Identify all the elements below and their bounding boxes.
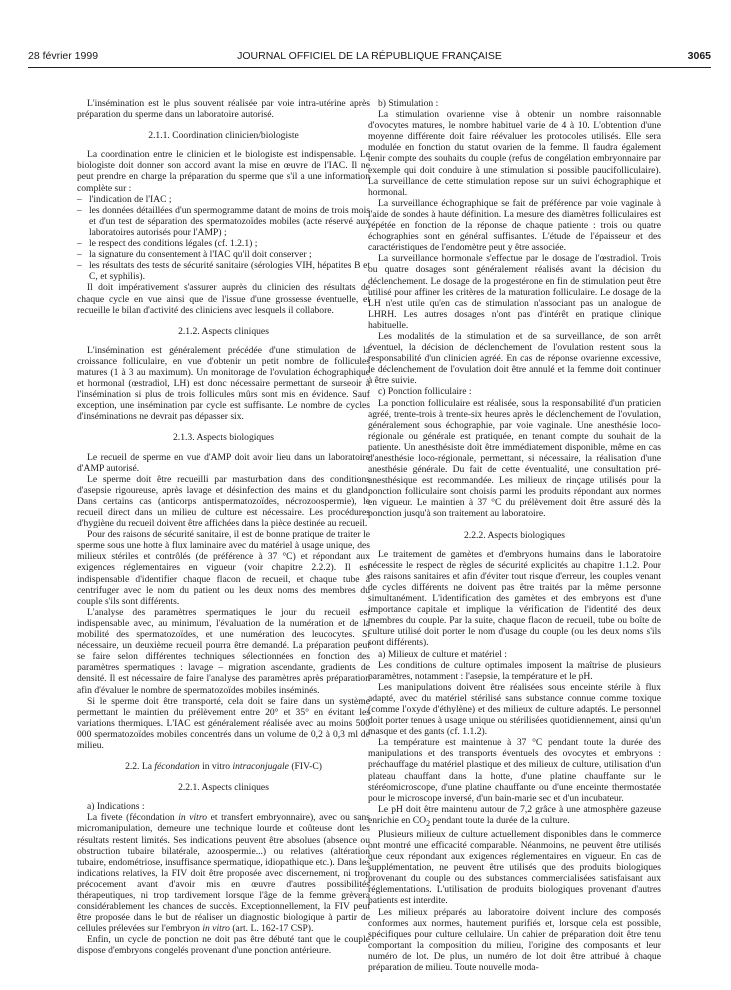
paragraph: Les milieux préparés au laboratoire doivent inclure des composés conformes aux normes, hautement purifiés et, lorsque cela est possible, spécifiques pour culture cellulaire. Un cahier de préparation doit être tenu comportant la composition du milieu, l'origine des composants et leur numéro de lot. De plus, un numéro de lot doit être attribué à chaque préparation de milieu. Toute nouvelle moda- [368,906,661,974]
paragraph: La surveillance hormonale s'effectue par le dosage de l'œstradiol. Trois ou quatre dosages sont généralement réalisés avant la décision du déclenchement. Le dosage de la progestérone en fin de stimulation peut être utilisé pour affiner les critères de la maturation folliculaire. Le dosage de la LH n'est utile qu'en cas de stimulation n'associant pas un analogue de LHRH. Les autres dosages n'ont pas d'intérêt en pratique clinique habituelle. [368,253,661,331]
paragraph: La coordination entre le clinicien et le biologiste est indispensable. Le biologiste doit donner son accord avant la mise en œuvre de l'IAC. Il ne peut prendre en charge la préparation du sperme que s'il a une information complète sur : [77,149,370,194]
header-rule [28,67,711,68]
section-heading: 2.2.1. Aspects cliniques [178,782,269,794]
list-item: – l'indication de l'IAC ; [77,193,172,205]
requirements-list [77,194,370,283]
paragraph: Le traitement de gamètes et d'embryons humains dans le laboratoire nécessite le respect de règles de sécurité explicités au chapitre 1.1.2. Pour des raisons sanitaires et afin d'éviter tout risque d'erreur, les couples venant de cycles différents ne doivent pas être traités par la même personne simultanément. L'identification des gamètes et des embryons est d'une importance capitale et implique la vérification de l'identité des deux membres du couple. Par la suite, chaque flacon de recueil, tube ou boîte de culture utilisé doit porter le nom d'usage du couple (ou les deux noms s'ils sont différents). [368,548,661,649]
paragraph: Les modalités de la stimulation et de sa surveillance, de son arrêt éventuel, la décision de déclenchement de l'ovulation restent sous la responsabilité d'un clinicien agréé. En cas de réponse ovarienne excessive, le déclenchement de l'ovulation doit être annulé et la femme doit continuer à être suivie. [368,330,661,387]
right-column [368,98,661,973]
subheading-indications: a) Indications : [87,801,145,813]
paragraph: La température est maintenue à 37 °C pendant toute la durée des manipulations et des transports éventuels des ovocytes et embryons : préchauffage du matériel plastique et des milieux de culture, utilisation d'un plateau chauffant dans la hotte, d'une platine chauffante sur le stéréomicroscope, d'une platine chauffante ou d'une enceinte thermostatée pour le microscope inversé, d'un bain-marie sec et d'un incubateur. [368,737,661,804]
subheading-milieux: a) Milieux de culture et matériel : [378,648,507,660]
subheading-ponction: c) Ponction folliculaire : [378,386,472,398]
paragraph: Si le sperme doit être transporté, cela doit se faire dans un système permettant le maintien du prélèvement entre 20° et 35° en évitant les variations thermiques. L'IAC est généralement réalisée avec au moins 500 000 spermatozoïdes mobiles concentrés dans un volume de 0,2 à 0,3 ml de milieu. [77,695,370,751]
section-heading: 2.1.3. Aspects biologiques [173,432,274,444]
paragraph: Plusieurs milieux de culture actuellement disponibles dans le commerce ont montré une efficacité comparable. Néanmoins, ne peuvent être utilisés que ceux répondant aux exigences réglementaires en vigueur. En cas de supplémentation, ne peuvent être utilisés que des produits biologiques provenant du couple ou des substances commercialisées satisfaisant aux réglementations. L'utilisation de produits biologiques provenant d'autres patients est interdite. [368,828,661,907]
paragraph: Le sperme doit être recueilli par masturbation dans des conditions d'asepsie rigoureuse, après lavage et désinfection des mains et du gland. Dans certains cas (anticorps antispermatozoïdes, nécrozoospermie), le recueil direct dans un milieu de culture est nécessaire. Les procédures d'hygiène du recueil doivent être affichées dans la pièce destinée au recueil. [77,473,370,530]
list-item: – les résultats des tests de sécurité sanitaire (sérologies VIH, hépatites B et C, et syphilis). [77,260,370,283]
paragraph: L'insémination est le plus souvent réalisée par voie intra-utérine après préparation du sperme dans un laboratoire autorisé. [77,98,370,121]
left-column [77,98,370,957]
paragraph: Le pH doit être maintenu autour de 7,2 grâce à une atmosphère gazeuse enrichie en $CO_2$ pendant toute la durée de la culture. [368,803,661,828]
subheading-stimulation: b) Stimulation : [378,98,439,109]
paragraph: L'insémination est généralement précédée d'une stimulation de la croissance folliculaire, en vue d'obtenir un petit nombre de follicules matures (1 à 3 au maximum). Un monitorage de l'ovulation échographique et hormonal (œstradiol, LH) est donc nécessaire permettant de surseoir à l'insémination si plus de trois follicules mûrs sont mis en évidence. Sauf exception, une insémination par cycle est suffisante. Le nombre de cycles d'inséminations ne devrait pas dépasser six. [77,344,370,423]
section-heading: 2.1.1. Coordination clinicien/biologiste [148,130,299,142]
list-item: – les données détaillées d'un spermogramme datant de moins de trois mois et d'un test de séparation des spermatozoïdes mobiles (acte réservé aux laboratoires autorisés pour l'AMP) ; [77,204,370,238]
page-number: 3065 [687,50,711,62]
header-date: 28 février 1999 [28,50,99,62]
paragraph: La surveillance échographique se fait de préférence par voie vaginale à l'aide de sondes à haute définition. La mesure des diamètres folliculaires est répétée en fonction de la réponse de chaque patiente : trois ou quatre échographies sont en général suffisantes. L'étude de l'épaisseur et des caractéristiques de l'endomètre peut y être associée. [368,197,661,254]
section-heading: 2.2.2. Aspects biologiques [464,529,565,541]
paragraph: Les manipulations doivent être réalisées sous enceinte stérile à flux adapté, avec du matériel stérilisé sans substance connue comme toxique (comme l'oxyde d'éthylène) et des milieux de culture adaptés. Le personnel doit porter tenues à usage unique ou stérilisées quotidiennement, ainsi qu'un masque et des gants (cf. 1.1.2). [368,681,661,738]
page-header [28,50,711,64]
paragraph: La fivete (fécondation in vitro et transfert embryonnaire), avec ou sans micromanipulation, demeure une technique lourde et coûteuse dont les résultats restent limités. Ses indications peuvent être absolues (absence ou obstruction tubaire bilatérale, azoospermie...) ou relatives (altération tubaire, endométriose, insuffisance spermatique, idiopathique etc.). Dans les indications relatives, la FIV doit être proposée avec discernement, ni trop précocement avant d'avoir mis en œuvre d'autres possibilités thérapeutiques, ni trop tardivement lorsque l'âge de la femme grèvera considérablement les chances de succès. Exceptionnellement, la FIV peut être proposée dans le but de réaliser un diagnostic biologique à partir de cellules prélevées sur l'embryon in vitro (art. L. 162-17 CSP). [77,812,370,935]
list-item: – la signature du consentement à l'IAC qu'il doit conserver ; [77,249,312,261]
header-title: JOURNAL OFFICIEL DE LA RÉPUBLIQUE FRANÇAISE [237,50,502,62]
paragraph: Le recueil de sperme en vue d'AMP doit avoir lieu dans un laboratoire d'AMP autorisé. [77,451,370,474]
section-heading: 2.1.2. Aspects cliniques [178,325,269,337]
section-heading-fiv: 2.2. La fécondation in vitro intraconjugale (FIV-C) [125,761,322,773]
paragraph: Il doit impérativement s'assurer auprès du clinicien des résultats de chaque cycle en vue ainsi que de l'issue d'une grossesse éventuelle, et recueille le bilan d'activité des cliniciens avec lesquels il collabore. [77,282,370,316]
paragraph: La ponction folliculaire est réalisée, sous la responsabilité d'un praticien agréé, trente-trois à trente-six heures après le déclenchement de l'ovulation, généralement sous échographie, par voie vaginale. Une anesthésie loco-régionale ou générale est pratiquée, en tenant compte du souhait de la patiente. Un anesthésiste doit être immédiatement disponible, même en cas d'anesthésie loco-régionale, permettant, si nécessaire, la réalisation d'une anesthésie générale. Du fait de cette éventualité, une consultation pré-anesthésique est recommandée. Les milieux de rinçage utilisés pour la ponction folliculaire sont choisis parmi les produits répondant aux normes en vigueur. Le maintien à 37 °C du prélèvement doit être assuré dès la ponction jusqu'à son traitement au laboratoire. [368,397,661,520]
paragraph: La stimulation ovarienne vise à obtenir un nombre raisonnable d'ovocytes matures, le nombre habituel varie de 4 à 10. L'obtention d'une moyenne différente doit faire réévaluer les protocoles utilisés. Elle sera modulée en fonction du statut ovarien de la femme. Il faudra également tenir compte des souhaits du couple (refus de congélation embryonnaire par exemple qui doit conduire à une stimulation si possible paucifolliculaire). La surveillance de cette stimulation repose sur un suivi échographique et hormonal. [368,109,661,198]
paragraph: Les conditions de culture optimales imposent la maîtrise de plusieurs paramètres, notamment : l'asepsie, la température et le pH. [368,659,661,682]
paragraph: Enfin, un cycle de ponction ne doit pas être débuté tant que le couple dispose d'embryons congelés provenant d'une ponction antérieure. [77,934,370,957]
paragraph: L'analyse des paramètres spermatiques le jour du recueil est indispensable avec, au minimum, l'évaluation de la numération et de la mobilité des spermatozoïdes, et une numération des leucocytes. Si nécessaire, un deuxième recueil pourra être demandé. La préparation peut se faire selon différentes techniques sélectionnées en fonction des paramètres spermatiques : lavage – migration ascendante, gradients de densité. Il est nécessaire de faire l'analyse des paramètres après préparation afin d'évaluer le nombre de spermatozoïdes mobiles inséminés. [77,606,370,696]
list-item: – le respect des conditions légales (cf. 1.2.1) ; [77,238,258,250]
paragraph: Pour des raisons de sécurité sanitaire, il est de bonne pratique de traiter le sperme sous une hotte à flux laminaire avec du matériel à usage unique, des milieux stériles et contrôlés (de préférence à 37 °C) et répondant aux exigences réglementaires en vigueur (voir chapitre 2.2.2). Il est indispensable d'identifier chaque flacon de recueil, et chaque tube à centrifuger avec le nom du patient ou les deux noms des membres du couple s'ils sont différents. [77,529,370,607]
